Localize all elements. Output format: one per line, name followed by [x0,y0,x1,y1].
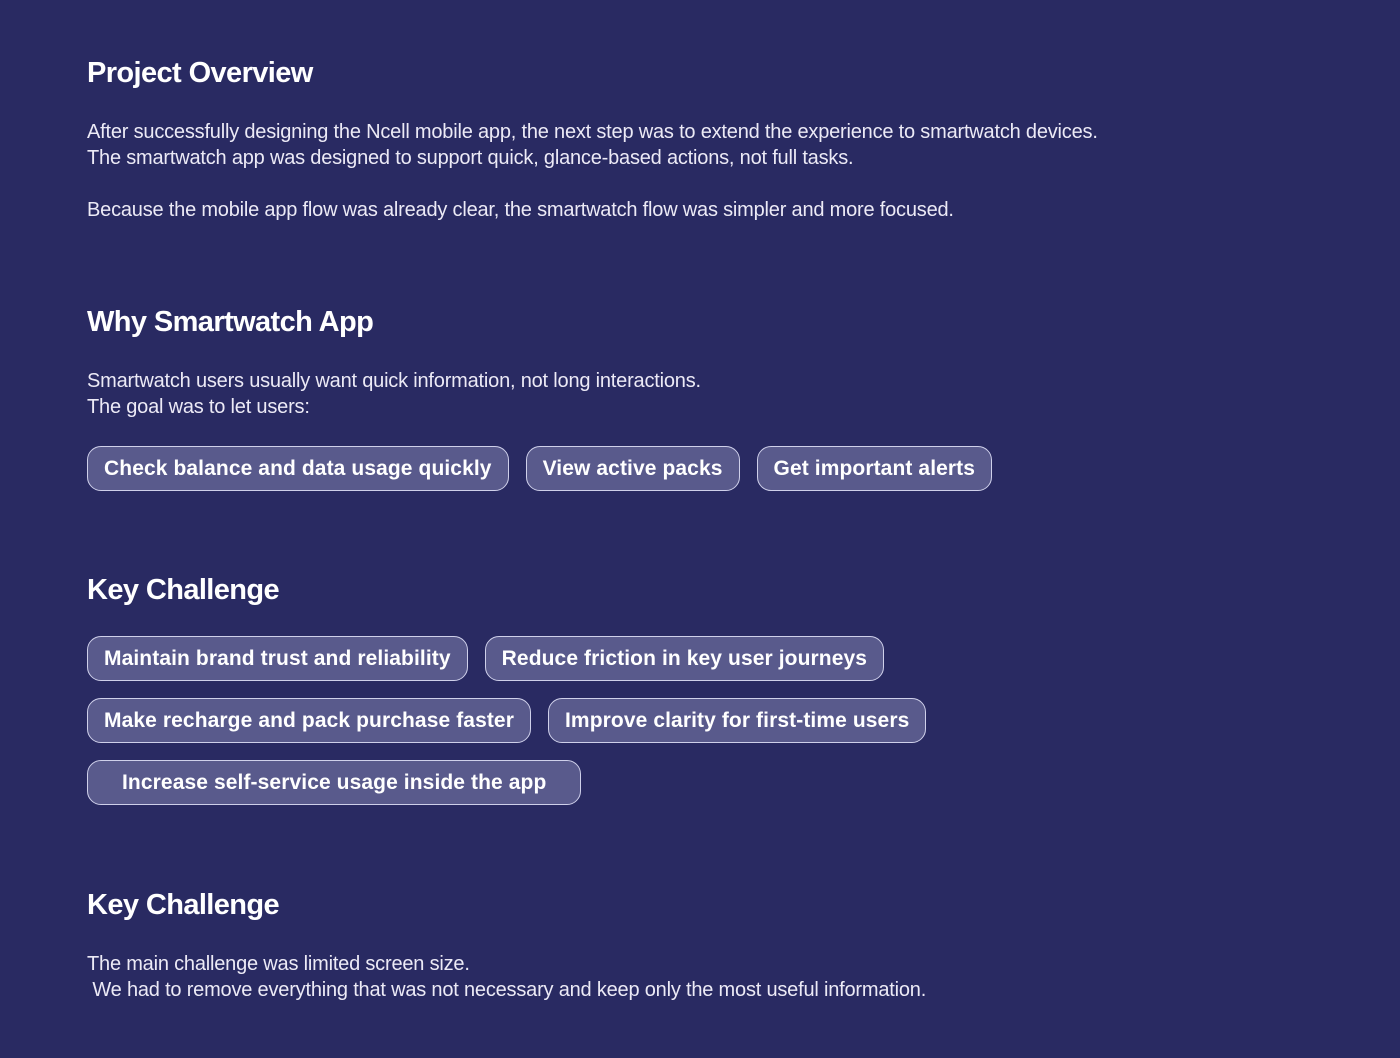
why-paragraph [87,368,1313,420]
chip-clarity-first-time: Improve clarity for first-time users [548,698,926,743]
key-challenge-section [87,572,1313,608]
section-title-why-smartwatch: Why Smartwatch App [87,306,374,338]
key-challenge-chips [87,636,1313,822]
overview-paragraph-1 [87,119,1313,171]
key-challenge-2-body [87,951,1313,1003]
overview-paragraph-2 [87,197,1313,223]
why-line-2: The goal was to let users: [87,396,310,418]
why-line-1: Smartwatch users usually want quick information, not long interactions. [87,370,701,392]
chip-faster-recharge: Make recharge and pack purchase faster [87,698,531,743]
overview-line-2: The smartwatch app was designed to support quick, glance-based actions, not full tasks. [87,147,854,169]
challenge-line-1: The main challenge was limited screen size. [87,953,470,975]
chip-reduce-friction: Reduce friction in key user journeys [485,636,884,681]
challenge-line-2: We had to remove everything that was not necessary and keep only the most useful information. [87,979,927,1001]
chip-important-alerts: Get important alerts [757,446,993,491]
why-smartwatch-body [87,368,1313,420]
section-title-key-challenge-2: Key Challenge [87,889,280,921]
project-overview-body-2 [87,197,1313,223]
section-title-key-challenge: Key Challenge [87,574,280,606]
overview-line-1: After successfully designing the Ncell mobile app, the next step was to extend the experience to smartwatch devices. [87,121,1098,143]
overview-line-3: Because the mobile app flow was already clear, the smartwatch flow was simpler and more focused. [87,199,954,221]
chip-self-service: Increase self-service usage inside the app [87,760,581,805]
chip-view-active-packs: View active packs [526,446,740,491]
chip-row-1 [87,636,1313,681]
challenge-paragraph [87,951,1313,1003]
chip-group-goals [87,446,1313,491]
project-overview-section [87,55,1313,91]
why-smartwatch-section [87,304,1313,340]
section-title-project-overview: Project Overview [87,57,313,89]
chip-brand-trust: Maintain brand trust and reliability [87,636,468,681]
chip-row-3 [87,760,1313,805]
key-challenge-2-section [87,887,1313,923]
chip-check-balance: Check balance and data usage quickly [87,446,509,491]
why-goals-chips [87,446,1313,491]
chip-row-2 [87,698,1313,743]
project-overview-body [87,119,1313,171]
